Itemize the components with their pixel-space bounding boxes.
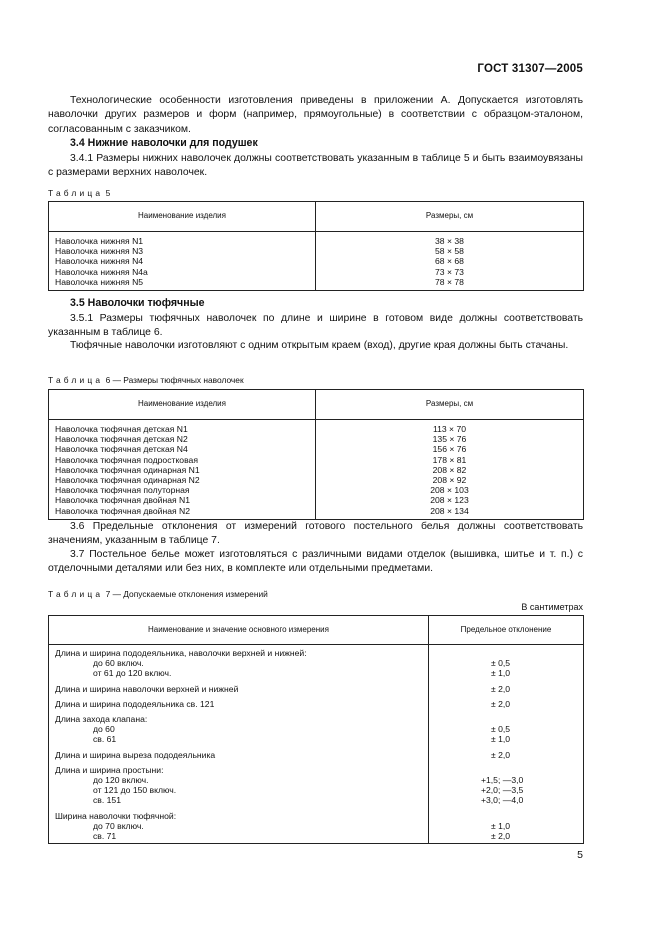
table-row-size: 208 × 92 <box>432 475 467 486</box>
table-row-name: Наволочка тюфячная детская N4 <box>55 444 188 455</box>
table-row <box>49 679 584 694</box>
table-row <box>49 694 584 709</box>
deviation-value: ± 2,0 <box>491 831 511 842</box>
deviation-value: ± 0,5 <box>491 658 511 669</box>
table-row-size: 68 × 68 <box>435 256 464 267</box>
table-row <box>49 760 584 806</box>
measurement-sub-label: до 60 <box>93 724 115 735</box>
measurement-sub-label: до 120 включ. <box>93 775 149 786</box>
table-body <box>49 420 584 520</box>
measurement-title: Длина и ширина наволочки верхней и нижней <box>55 683 239 694</box>
column-header: Размеры, см <box>316 390 584 420</box>
table-7 <box>48 615 584 844</box>
table-row <box>49 709 584 745</box>
table-7-units: В сантиметрах <box>521 602 583 612</box>
table-row-name: Наволочка нижняя N5 <box>55 276 144 287</box>
deviation-value: +1,5; —3,0 <box>481 775 524 786</box>
table-6 <box>48 389 584 520</box>
measurement-sub-label: от 61 до 120 включ. <box>93 668 172 679</box>
table-row-size: 208 × 103 <box>430 485 469 496</box>
table-row-name: Наволочка тюфячная подростковая <box>55 454 198 465</box>
table-row-name: Наволочка тюфячная детская N2 <box>55 434 188 445</box>
table-row-name: Наволочка нижняя N4а <box>55 266 148 277</box>
table-row-size: 38 × 38 <box>435 236 464 246</box>
table-row-name: Наволочка тюфячная двойная N2 <box>55 505 191 516</box>
table-body <box>49 232 584 291</box>
section-3-4-paragraph: 3.4.1 Размеры нижних наволочек должны соответствовать указанным в таблице 5 и быть взаимоувязаны с размерами верхних наволочек. <box>48 153 583 179</box>
table-header-row <box>49 616 584 645</box>
table-row-name: Наволочка тюфячная двойная N1 <box>55 495 191 506</box>
table-row-size: 113 × 70 <box>432 424 467 434</box>
measurement-title: Длина и ширина пододеяльника, наволочки верхней и нижней: <box>55 648 307 658</box>
table-row-size: 78 × 78 <box>435 276 464 287</box>
measurement-sub-label: св. 71 <box>93 831 117 842</box>
table-row-name: Наволочка тюфячная полуторная <box>55 485 190 496</box>
intro-paragraph: Технологические особенности изготовления приведены в приложении А. Допускается изготовлять наволочки других размеров и форм (например, прямоугольные) в соответствии с образцом-эталоном, согласованным с заказчиком. <box>48 95 583 135</box>
measurement-sub-label: до 70 включ. <box>93 820 144 831</box>
measurement-title: Длина и ширина выреза пододеяльника <box>55 749 216 760</box>
deviation-value: ± 1,0 <box>491 668 511 679</box>
table-header-row <box>49 390 584 420</box>
table-row-size: 135 × 76 <box>432 434 467 445</box>
table-header-row <box>49 202 584 232</box>
column-header: Наименование и значение основного измерения <box>49 616 429 645</box>
deviation-value: ± 0,5 <box>491 724 511 735</box>
table-row-size: 208 × 134 <box>430 505 469 516</box>
column-header: Размеры, см <box>316 202 584 232</box>
table-6-caption: Таблица 6 — Размеры тюфячных наволочек <box>48 375 244 385</box>
measurement-title: Длина захода клапана: <box>55 714 148 725</box>
page-number: 5 <box>577 849 583 861</box>
name-cell <box>49 232 316 291</box>
table-row <box>49 745 584 760</box>
table-row-name: Наволочка нижняя N1 <box>55 236 144 246</box>
document-id: ГОСТ 31307—2005 <box>477 63 583 75</box>
section-3-5-heading: 3.5 Наволочки тюфячные <box>70 297 205 309</box>
table-row-size: 208 × 123 <box>430 495 469 506</box>
deviation-value: ± 1,0 <box>491 734 511 745</box>
table-row <box>49 806 584 844</box>
deviation-value: ± 2,0 <box>491 749 511 760</box>
table-row-size: 58 × 58 <box>435 246 464 257</box>
table-5-caption: Таблица 5 <box>48 188 111 198</box>
deviation-value: ± 2,0 <box>491 698 511 709</box>
measurement-sub-label: от 121 до 150 включ. <box>93 785 177 796</box>
table-row-name: Наволочка тюфячная одинарная N1 <box>55 464 200 475</box>
column-header: Наименование изделия <box>49 390 316 420</box>
table-7-caption: Таблица 7 — Допускаемые отклонения измерений <box>48 589 268 599</box>
size-cell <box>316 232 584 291</box>
table-row <box>49 645 584 679</box>
deviation-value: +2,0; —3,5 <box>481 785 524 796</box>
table-row-size: 73 × 73 <box>435 266 464 277</box>
measurement-title: Ширина наволочки тюфячной: <box>55 810 177 821</box>
table-row-name: Наволочка нижняя N3 <box>55 246 144 257</box>
section-3-5-paragraph-2: Тюфячные наволочки изготовляют с одним открытым краем (вход), другие края должны быть стачаны. <box>70 340 569 351</box>
table-row-size: 156 × 76 <box>432 444 467 455</box>
measurement-title: Длина и ширина пододеяльника св. 121 <box>55 698 215 709</box>
table-row-name: Наволочка тюфячная детская N1 <box>55 424 188 434</box>
measurement-sub-label: до 60 включ. <box>93 658 144 669</box>
section-3-4-heading: 3.4 Нижние наволочки для подушек <box>70 137 258 149</box>
section-3-7-paragraph: 3.7 Постельное белье может изготовляться с различными видами отделок (вышивка, шитье и т. п.) с отделочными деталями или без них, в комплекте или отдельными предметами. <box>48 549 583 575</box>
measurement-sub-label: св. 151 <box>93 795 121 806</box>
deviation-value: ± 1,0 <box>491 820 511 831</box>
deviation-value: +3,0; —4,0 <box>481 795 524 806</box>
table-5 <box>48 201 584 291</box>
column-header: Наименование изделия <box>49 202 316 232</box>
section-3-5-1-paragraph: 3.5.1 Размеры тюфячных наволочек по длине и ширине в готовом виде должны соответствовать указанным в таблице 6. <box>48 313 583 339</box>
table-row-size: 208 × 82 <box>432 464 467 475</box>
table-row-name: Наволочка тюфячная одинарная N2 <box>55 475 200 486</box>
section-3-6-paragraph: 3.6 Предельные отклонения от измерений готового постельного белья должны соответствовать значениям, указанным в таблице 7. <box>48 521 583 547</box>
size-cell <box>316 420 584 520</box>
name-cell <box>49 420 316 520</box>
measurement-title: Длина и ширина простыни: <box>55 764 164 775</box>
measurement-sub-label: св. 61 <box>93 734 117 745</box>
column-header: Предельное отклонение <box>429 616 584 645</box>
table-row-size: 178 × 81 <box>432 454 467 465</box>
deviation-value: ± 2,0 <box>491 683 511 694</box>
table-row-name: Наволочка нижняя N4 <box>55 256 144 267</box>
